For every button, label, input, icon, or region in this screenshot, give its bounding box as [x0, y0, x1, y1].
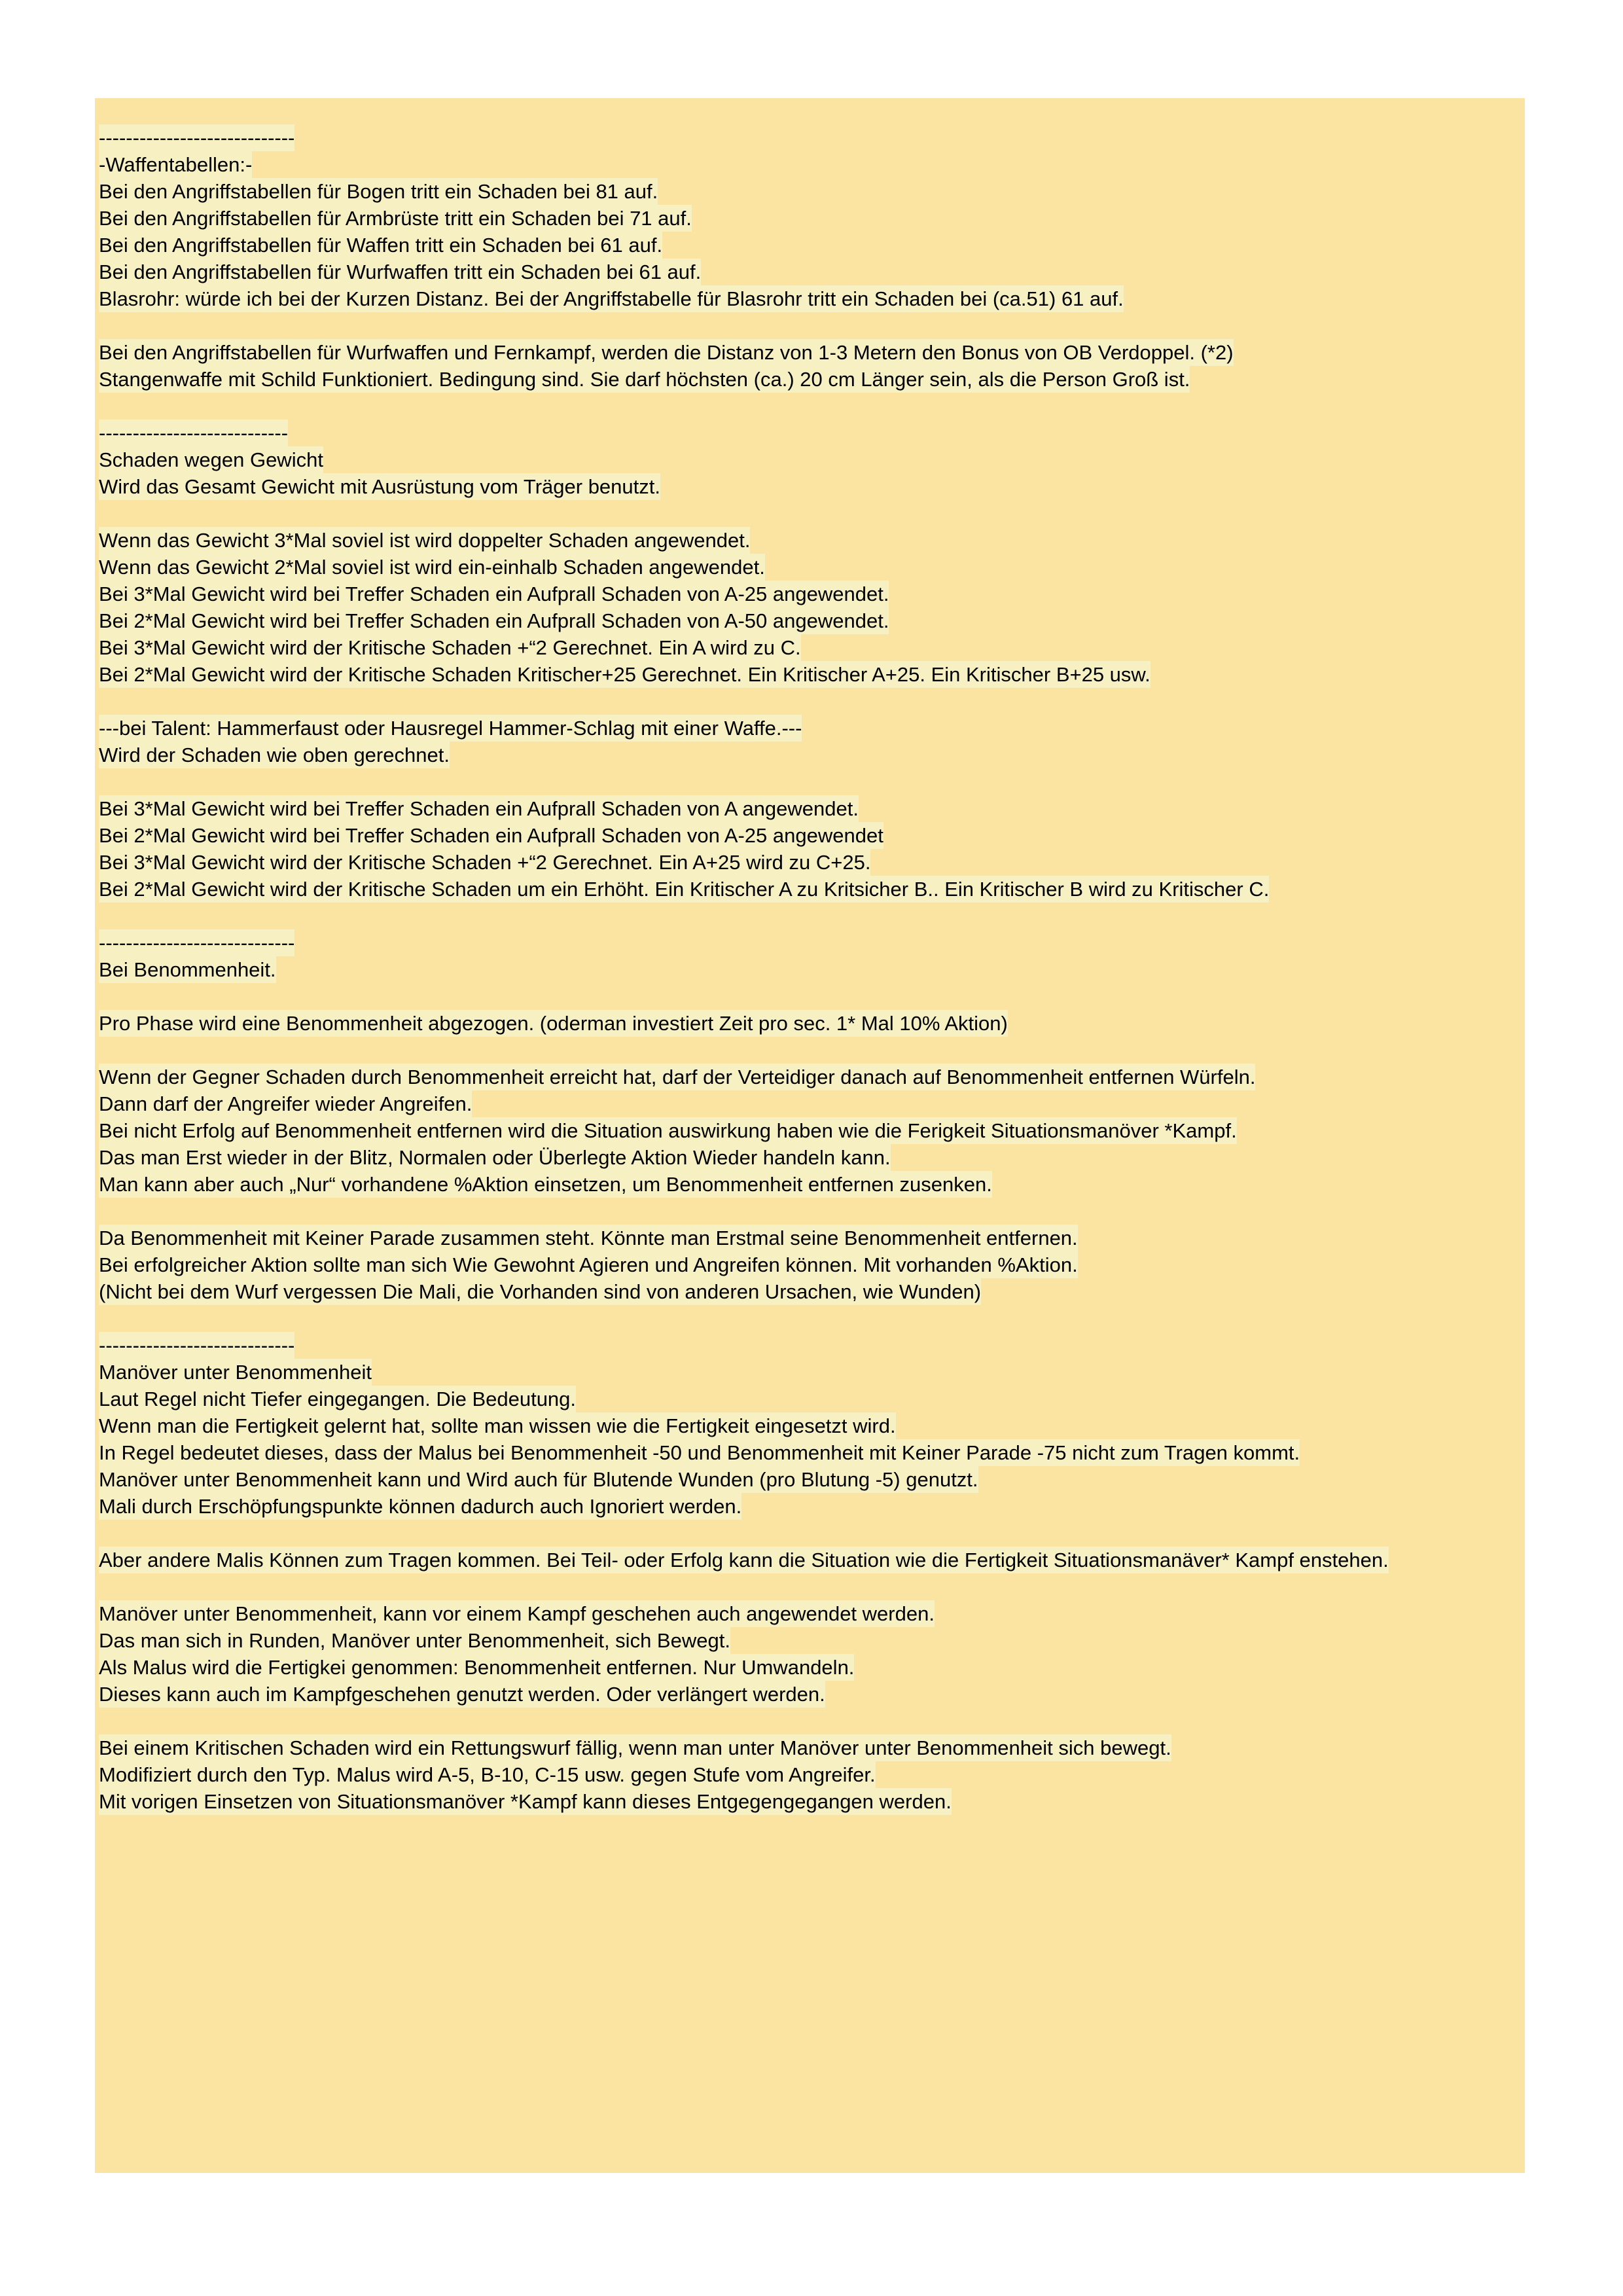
paragraph-gap [99, 1520, 1525, 1547]
text-line: Bei nicht Erfolg auf Benommenheit entfernen wird die Situation auswirkung haben wie die Ferigkeit Situationsmanöver *Kampf. [99, 1117, 1237, 1144]
text-line: (Nicht bei dem Wurf vergessen Die Mali, die Vorhanden sind von anderen Ursachen, wie Wunden) [99, 1278, 981, 1305]
text-line: Bei 2*Mal Gewicht wird der Kritische Schaden um ein Erhöht. Ein Kritischer A zu Kritsicher B.. Ein Kritischer B wird zu Kritischer C. [99, 876, 1269, 903]
text-line: Bei Benommenheit. [99, 956, 276, 983]
paragraph-gap [99, 1708, 1525, 1734]
text-line: Schaden wegen Gewicht [99, 446, 323, 473]
text-line: Wenn das Gewicht 2*Mal soviel ist wird ein-einhalb Schaden angewendet. [99, 554, 765, 581]
text-line: Stangenwaffe mit Schild Funktioniert. Bedingung sind. Sie darf höchsten (ca.) 20 cm Länger sein, als die Person Groß ist. [99, 366, 1190, 393]
paragraph-gap [99, 312, 1525, 339]
text-line: ----------------------------- [99, 124, 294, 151]
text-line: ----------------------------- [99, 1332, 294, 1359]
text-line: Bei 2*Mal Gewicht wird bei Treffer Schaden ein Aufprall Schaden von A-25 angewendet [99, 822, 883, 849]
paragraph-gap [99, 1037, 1525, 1064]
text-line: -Waffentabellen:- [99, 151, 252, 178]
text-line: Wird das Gesamt Gewicht mit Ausrüstung vom Träger benutzt. [99, 473, 660, 500]
text-line: Manöver unter Benommenheit kann und Wird auch für Blutende Wunden (pro Blutung -5) genutzt. [99, 1466, 978, 1493]
text-line: Bei 2*Mal Gewicht wird bei Treffer Schaden ein Aufprall Schaden von A-50 angewendet. [99, 607, 889, 634]
paragraph-gap [99, 1573, 1525, 1600]
text-line: ---------------------------- [99, 420, 288, 446]
text-line: Laut Regel nicht Tiefer eingegangen. Die Bedeutung. [99, 1386, 576, 1412]
text-line: Das man sich in Runden, Manöver unter Benommenheit, sich Bewegt. [99, 1627, 730, 1654]
text-line: Wenn der Gegner Schaden durch Benommenheit erreicht hat, darf der Verteidiger danach auf Benommenheit entfernen Würfeln. [99, 1064, 1255, 1090]
document-page [95, 98, 1525, 2173]
text-line: Dieses kann auch im Kampfgeschehen genutzt werden. Oder verlängert werden. [99, 1681, 825, 1708]
text-line: Wenn man die Fertigkeit gelernt hat, sollte man wissen wie die Fertigkeit eingesetzt wird. [99, 1412, 896, 1439]
paragraph-gap [99, 983, 1525, 1010]
text-line: Bei den Angriffstabellen für Wurfwaffen tritt ein Schaden bei 61 auf. [99, 259, 701, 285]
text-line: Mali durch Erschöpfungspunkte können dadurch auch Ignoriert werden. [99, 1493, 741, 1520]
text-line: Bei den Angriffstabellen für Wurfwaffen und Fernkampf, werden die Distanz von 1-3 Metern den Bonus von OB Verdoppel. (*2) [99, 339, 1234, 366]
text-line: Manöver unter Benommenheit [99, 1359, 372, 1386]
text-line: Bei erfolgreicher Aktion sollte man sich Wie Gewohnt Agieren und Angreifen können. Mit vorhanden %Aktion. [99, 1251, 1078, 1278]
paragraph-gap [99, 688, 1525, 715]
text-line: Manöver unter Benommenheit, kann vor einem Kampf geschehen auch angewendet werden. [99, 1600, 935, 1627]
text-line: Blasrohr: würde ich bei der Kurzen Distanz. Bei der Angriffstabelle für Blasrohr tritt ein Schaden bei (ca.51) 61 auf. [99, 285, 1124, 312]
text-line: Bei 3*Mal Gewicht wird der Kritische Schaden +“2 Gerechnet. Ein A wird zu C. [99, 634, 801, 661]
text-line: Aber andere Malis Können zum Tragen kommen. Bei Teil- oder Erfolg kann die Situation wie die Fertigkeit Situationsmanäver* Kampf enstehen. [99, 1547, 1389, 1573]
text-line: Bei 3*Mal Gewicht wird der Kritische Schaden +“2 Gerechnet. Ein A+25 wird zu C+25. [99, 849, 870, 876]
text-line: Bei 2*Mal Gewicht wird der Kritische Schaden Kritischer+25 Gerechnet. Ein Kritischer A+25. Ein Kritischer B+25 usw. [99, 661, 1150, 688]
text-line: Modifiziert durch den Typ. Malus wird A-5, B-10, C-15 usw. gegen Stufe vom Angreifer. [99, 1761, 876, 1788]
text-line: Bei den Angriffstabellen für Waffen tritt ein Schaden bei 61 auf. [99, 232, 662, 259]
text-line: Bei den Angriffstabellen für Bogen tritt ein Schaden bei 81 auf. [99, 178, 658, 205]
text-line: ---bei Talent: Hammerfaust oder Hausregel Hammer-Schlag mit einer Waffe.--- [99, 715, 802, 742]
text-line: Man kann aber auch „Nur“ vorhandene %Aktion einsetzen, um Benommenheit entfernen zusenken. [99, 1171, 992, 1198]
paragraph-gap [99, 1305, 1525, 1332]
paragraph-gap [99, 500, 1525, 527]
text-line: Wird der Schaden wie oben gerechnet. [99, 742, 450, 768]
text-line: Wenn das Gewicht 3*Mal soviel ist wird doppelter Schaden angewendet. [99, 527, 750, 554]
text-line: Als Malus wird die Fertigkei genommen: Benommenheit entfernen. Nur Umwandeln. [99, 1654, 854, 1681]
text-line: Mit vorigen Einsetzen von Situationsmanöver *Kampf kann dieses Entgegengegangen werden. [99, 1788, 952, 1815]
text-line: Dann darf der Angreifer wieder Angreifen. [99, 1090, 472, 1117]
paragraph-gap [99, 393, 1525, 420]
text-line: ----------------------------- [99, 929, 294, 956]
paragraph-gap [99, 768, 1525, 795]
text-line: Bei 3*Mal Gewicht wird bei Treffer Schaden ein Aufprall Schaden von A-25 angewendet. [99, 581, 889, 607]
text-line: Da Benommenheit mit Keiner Parade zusammen steht. Könnte man Erstmal seine Benommenheit entfernen. [99, 1225, 1078, 1251]
text-line: Das man Erst wieder in der Blitz, Normalen oder Überlegte Aktion Wieder handeln kann. [99, 1144, 891, 1171]
text-line: Bei 3*Mal Gewicht wird bei Treffer Schaden ein Aufprall Schaden von A angewendet. [99, 795, 859, 822]
paragraph-gap [99, 903, 1525, 929]
paragraph-gap [99, 1198, 1525, 1225]
text-line: Bei einem Kritischen Schaden wird ein Rettungswurf fällig, wenn man unter Manöver unter Benommenheit sich bewegt. [99, 1734, 1171, 1761]
text-line: Bei den Angriffstabellen für Armbrüste tritt ein Schaden bei 71 auf. [99, 205, 692, 232]
text-line: In Regel bedeutet dieses, dass der Malus bei Benommenheit -50 und Benommenheit mit Keiner Parade -75 nicht zum Tragen kommt. [99, 1439, 1300, 1466]
text-line: Pro Phase wird eine Benommenheit abgezogen. (oderman investiert Zeit pro sec. 1* Mal 10% Aktion) [99, 1010, 1008, 1037]
